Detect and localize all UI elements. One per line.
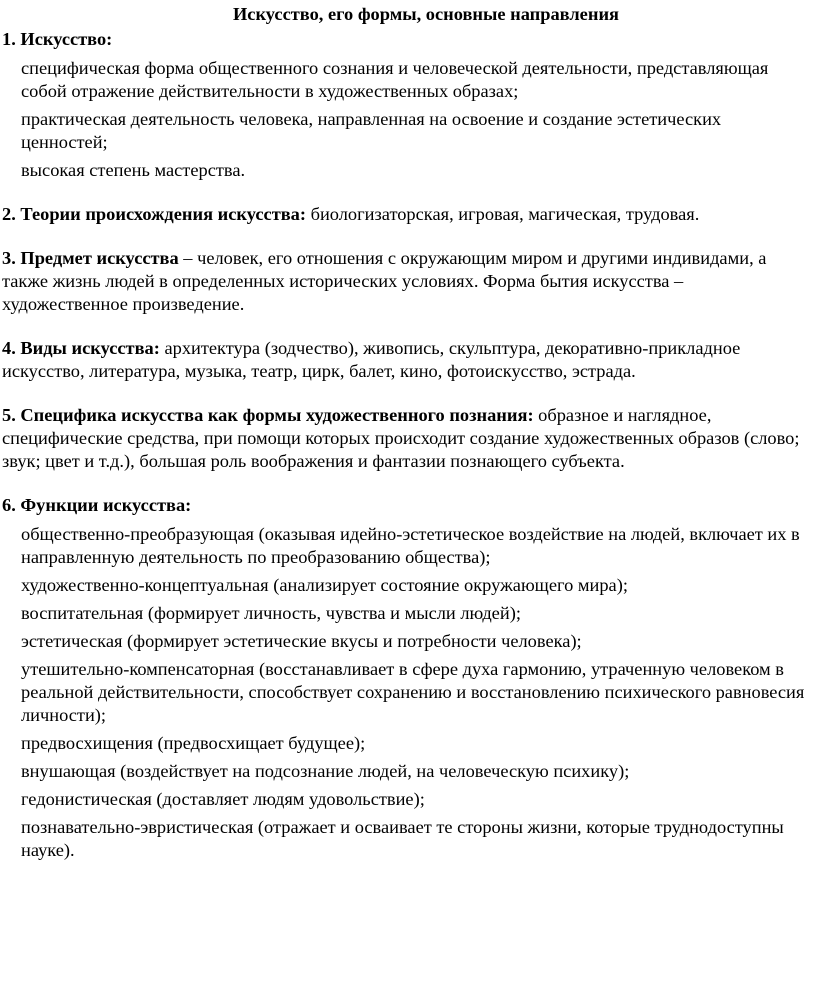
list-item: внушающая (воздействует на подсознание людей, на человеческую психику); <box>21 761 630 781</box>
section-5-text: образное и наглядное, специфические средства, при помощи которых происходит создание художественных образов (слово; звук; цвет и т.д.), большая роль воображения и фантазии познающего субъекта. <box>2 405 800 471</box>
section-1-heading: 1. Искусство: <box>2 29 113 49</box>
section-6-list <box>2 523 806 862</box>
section-2-text: биологизаторская, игровая, магическая, трудовая. <box>305 204 700 224</box>
section-1-list <box>2 57 806 182</box>
document-title: Искусство, его формы, основные направления <box>232 4 619 24</box>
section-2 <box>2 203 806 226</box>
section-5 <box>2 404 806 473</box>
section-5-heading: 5. Специфика искусства как формы художественного познания: <box>2 405 534 425</box>
list-item: гедонистическая (доставляет людям удовольствие); <box>21 789 425 809</box>
list-item: общественно-преобразующая (оказывая идейно-эстетическое воздействие на людей, включает их в направленную деятельность по преобразованию общества); <box>21 524 800 567</box>
section-2-heading: 2. Теории происхождения искусства: <box>2 204 306 224</box>
list-item: предвосхищения (предвосхищает будущее); <box>21 733 366 753</box>
list-item: художественно-концептуальная (анализирует состояние окружающего мира); <box>21 575 628 595</box>
list-item: высокая степень мастерства. <box>21 160 246 180</box>
section-4-heading: 4. Виды искусства: <box>2 338 160 358</box>
section-6-heading: 6. Функции искусства: <box>2 495 192 515</box>
section-4 <box>2 337 806 383</box>
list-item: воспитательная (формирует личность, чувства и мысли людей); <box>21 603 521 623</box>
list-item: утешительно-компенсаторная (восстанавливает в сфере духа гармонию, утраченную человеком в реальной действительности, способствует сохранению и восстановлению психического равновесия личности); <box>21 659 805 725</box>
list-item: познавательно-эвристическая (отражает и осваивает те стороны жизни, которые труднодоступны науке). <box>21 817 784 860</box>
section-3-text: – человек, его отношения с окружающим миром и другими индивидами, а также жизнь людей в определенных исторических условиях. Форма бытия искусства – художественное произведение. <box>2 248 767 314</box>
section-3-heading: 3. Предмет искусства <box>2 248 179 268</box>
section-3 <box>2 247 806 316</box>
list-item: специфическая форма общественного сознания и человеческой деятельности, представляющая собой отражение действительности в художественных образах; <box>21 58 769 101</box>
list-item: практическая деятельность человека, направленная на освоение и создание эстетических ценностей; <box>21 109 722 152</box>
section-4-text: архитектура (зодчество), живопись, скульптура, декоративно-прикладное искусство, литература, музыка, театр, цирк, балет, кино, фотоискусство, эстрада. <box>2 338 741 381</box>
list-item: эстетическая (формирует эстетические вкусы и потребности человека); <box>21 631 582 651</box>
